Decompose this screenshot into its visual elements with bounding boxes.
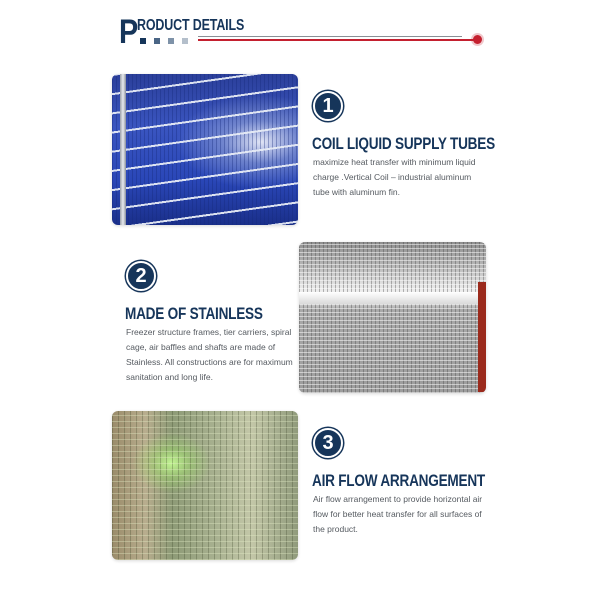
header-divider-grey <box>198 36 462 37</box>
header-square-2 <box>154 38 160 44</box>
header-title-initial: P <box>119 13 138 51</box>
section-body-1: maximize heat transfer with minimum liquid charge .Vertical Coil – industrial aluminum tube with aluminum fin. <box>313 157 476 197</box>
header-square-4 <box>182 38 188 44</box>
section-body-2: Freezer structure frames, tier carriers, spiral cage, air baffles and shafts are made of Stainless. All constructions are for maximum sanitation and long life. <box>126 327 293 382</box>
number-badge-1: 1 <box>313 91 343 121</box>
blue-spiral-conveyor-photo <box>112 74 298 225</box>
section-title-3: AIR FLOW ARRANGEMENT <box>312 471 485 490</box>
number-badge-3: 3 <box>313 428 343 458</box>
number-badge-2: 2 <box>126 261 156 291</box>
header-divider-red <box>198 39 474 41</box>
header-title: RODUCT DETAILS <box>137 17 245 34</box>
header-square-1 <box>140 38 146 44</box>
spiral-cage-airflow-photo <box>112 411 298 560</box>
section-title-2: MADE OF STAINLESS <box>125 304 263 323</box>
section-body-3: Air flow arrangement to provide horizontal air flow for better heat transfer for all surfaces of the product. <box>313 494 483 534</box>
section-title-1: COIL LIQUID SUPPLY TUBES <box>312 134 495 153</box>
stainless-mesh-belt-photo <box>299 242 486 393</box>
header-square-3 <box>168 38 174 44</box>
header-dot-icon <box>473 35 482 44</box>
